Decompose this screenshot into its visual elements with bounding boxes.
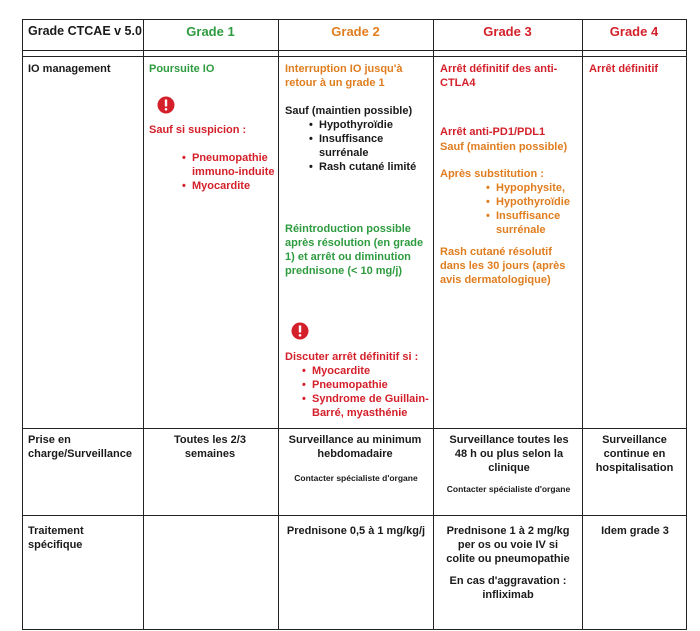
header-grade-ctcae: Grade CTCAE v 5.0 [28, 24, 142, 38]
row-label-treatment: Traitement spécifique [28, 525, 84, 551]
list-item: • Hypophysite, [484, 181, 580, 195]
header-grade-4: Grade 4 [609, 24, 659, 39]
io-grade3-rash: Rash cutané résolutif dans les 30 jours (après avis dermatologique) [440, 246, 566, 286]
treat-grade3: Prednisone 1 à 2 mg/kg per os ou voie IV si colite ou pneumopathie [446, 525, 570, 565]
header-grade-3: Grade 3 [483, 24, 532, 39]
list-item: • Insuffisance surrénale [484, 209, 580, 237]
list-item: • Hypothyroïdie [484, 195, 580, 209]
io-grade2-discuss: Discuter arrêt définitif si : [285, 351, 419, 363]
io-grade2-reintro: Réintroduction possible après résolution (en grade 1) et arrêt ou diminution prednisone (< 10 mg/j) [285, 223, 424, 277]
io-grade2-except-list [307, 118, 430, 174]
io-grade1-list [180, 151, 276, 193]
warning-icon [291, 322, 309, 340]
io-grade2-except: Sauf (maintien possible) [285, 105, 413, 117]
care-grade3: Surveillance toutes les 48 h ou plus selon la clinique [449, 434, 569, 474]
treat-grade2: Prednisone 0,5 à 1 mg/kg/j [286, 525, 426, 537]
list-item: • Myocardite [300, 364, 431, 378]
treat-grade3-note: En cas d'aggravation : infliximab [449, 575, 567, 601]
list-item: • Rash cutané limité [307, 160, 430, 174]
care-grade1: Toutes les 2/3 semaines [174, 434, 246, 460]
io-grade2-discuss-list [300, 364, 431, 420]
warning-icon [157, 96, 175, 114]
io-grade3-sub-list [484, 181, 580, 237]
io-grade1-exception: Sauf si suspicion : [149, 124, 247, 136]
list-item: • Hypothyroïdie [307, 118, 430, 132]
io-grade3-stop-ctla4: Arrêt définitif des anti-CTLA4 [440, 63, 558, 89]
list-item: • Pneumopathie [300, 378, 431, 392]
header-grade-2: Grade 2 [331, 24, 380, 39]
io-grade3-except: Sauf (maintien possible) [440, 141, 568, 153]
io-grade4-main: Arrêt définitif [589, 63, 659, 75]
list-item: • Insuffisance surrénale [307, 132, 430, 160]
header-grade-1: Grade 1 [186, 24, 235, 39]
io-grade1-cell [149, 62, 275, 76]
care-grade2-note: Contacter spécialiste d'organe [294, 473, 418, 483]
list-item: • Syndrome de Guillain-Barré, myasthénie [300, 392, 431, 420]
io-grade1-main: Poursuite IO [149, 63, 215, 75]
list-item: • Pneumopathie immuno-induite [180, 151, 276, 179]
io-grade2-interrupt: Interruption IO jusqu'à retour à un grade 1 [285, 63, 403, 89]
row-label-io-management: IO management [28, 63, 111, 75]
io-grade3-stop-pd1: Arrêt anti-PD1/PDL1 [440, 126, 546, 138]
treat-grade4: Idem grade 3 [601, 525, 669, 537]
care-grade2: Surveillance au minimum hebdomadaire [288, 434, 422, 460]
io-grade3-substitution: Après substitution : [440, 168, 544, 180]
list-item: • Myocardite [180, 179, 276, 193]
care-grade3-note: Contacter spécialiste d'organe [446, 484, 571, 494]
care-grade4: Surveillance continue en hospitalisation [595, 434, 674, 474]
row-label-care: Prise en charge/Surveillance [28, 434, 132, 460]
